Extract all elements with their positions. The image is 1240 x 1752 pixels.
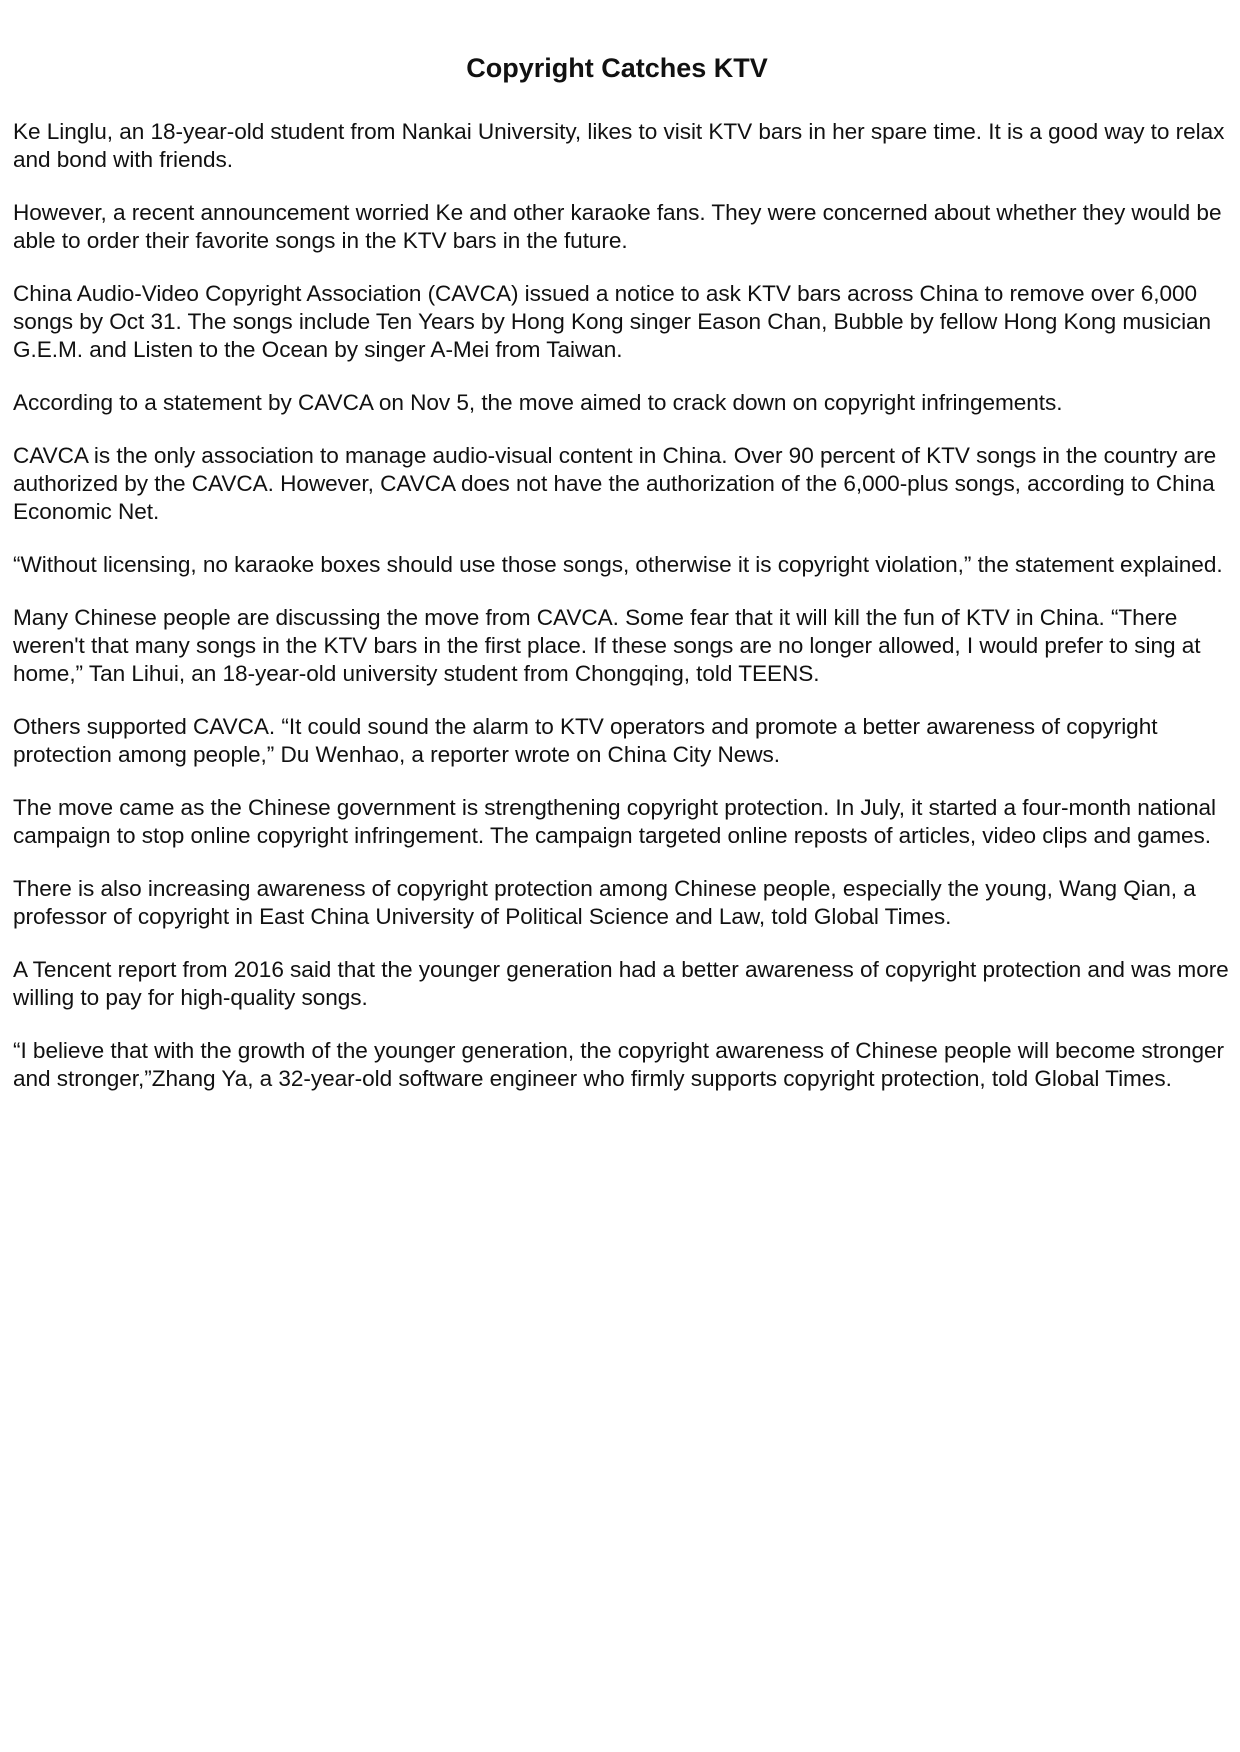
article-paragraph-4: According to a statement by CAVCA on Nov 5, the move aimed to crack down on copyright infringements. [13, 390, 1063, 415]
article-paragraph-10: There is also increasing awareness of copyright protection among Chinese people, especially the young, Wang Qian, a professor of copyright in East China University of Political Science and Law, told Global Times. [13, 876, 1196, 929]
article-paragraph-9: The move came as the Chinese government is strengthening copyright protection. In July, it started a four-month national campaign to stop online copyright infringement. The campaign targeted online reposts of articles, video clips and games. [13, 795, 1216, 848]
article-paragraph-1: Ke Linglu, an 18-year-old student from Nankai University, likes to visit KTV bars in her spare time. It is a good way to relax and bond with friends. [13, 119, 1225, 172]
article-body [13, 118, 1233, 1093]
article-paragraph-8: Others supported CAVCA. “It could sound the alarm to KTV operators and promote a better awareness of copyright protection among people,” Du Wenhao, a reporter wrote on China City News. [13, 714, 1158, 767]
article-paragraph-5: CAVCA is the only association to manage audio-visual content in China. Over 90 percent of KTV songs in the country are authorized by the CAVCA. However, CAVCA does not have the authorization of the 6,000-plus songs, according to China Economic Net. [13, 443, 1217, 524]
article-paragraph-3: China Audio-Video Copyright Association (CAVCA) issued a notice to ask KTV bars across China to remove over 6,000 songs by Oct 31. The songs include Ten Years by Hong Kong singer Eason Chan, Bubble by fellow Hong Kong musician G.E.M. and Listen to the Ocean by singer A-Mei from Taiwan. [13, 281, 1212, 362]
article-paragraph-2: However, a recent announcement worried Ke and other karaoke fans. They were concerned about whether they would be able to order their favorite songs in the KTV bars in the future. [13, 200, 1222, 253]
article-paragraph-6: “Without licensing, no karaoke boxes should use those songs, otherwise it is copyright violation,” the statement explained. [13, 552, 1223, 577]
article-title: Copyright Catches KTV [466, 53, 768, 83]
article-paragraph-12: “I believe that with the growth of the younger generation, the copyright awareness of Chinese people will become stronger and stronger,”Zhang Ya, a 32-year-old software engineer who firmly supports copyright protection, told Global Times. [13, 1038, 1224, 1091]
article-paragraph-11: A Tencent report from 2016 said that the younger generation had a better awareness of copyright protection and was more willing to pay for high-quality songs. [13, 957, 1229, 1010]
article-paragraph-7: Many Chinese people are discussing the move from CAVCA. Some fear that it will kill the fun of KTV in China. “There weren't that many songs in the KTV bars in the first place. If these songs are no longer allowed, I would prefer to sing at home,” Tan Lihui, an 18-year-old university student from Chongqing, told TEENS. [13, 605, 1201, 686]
